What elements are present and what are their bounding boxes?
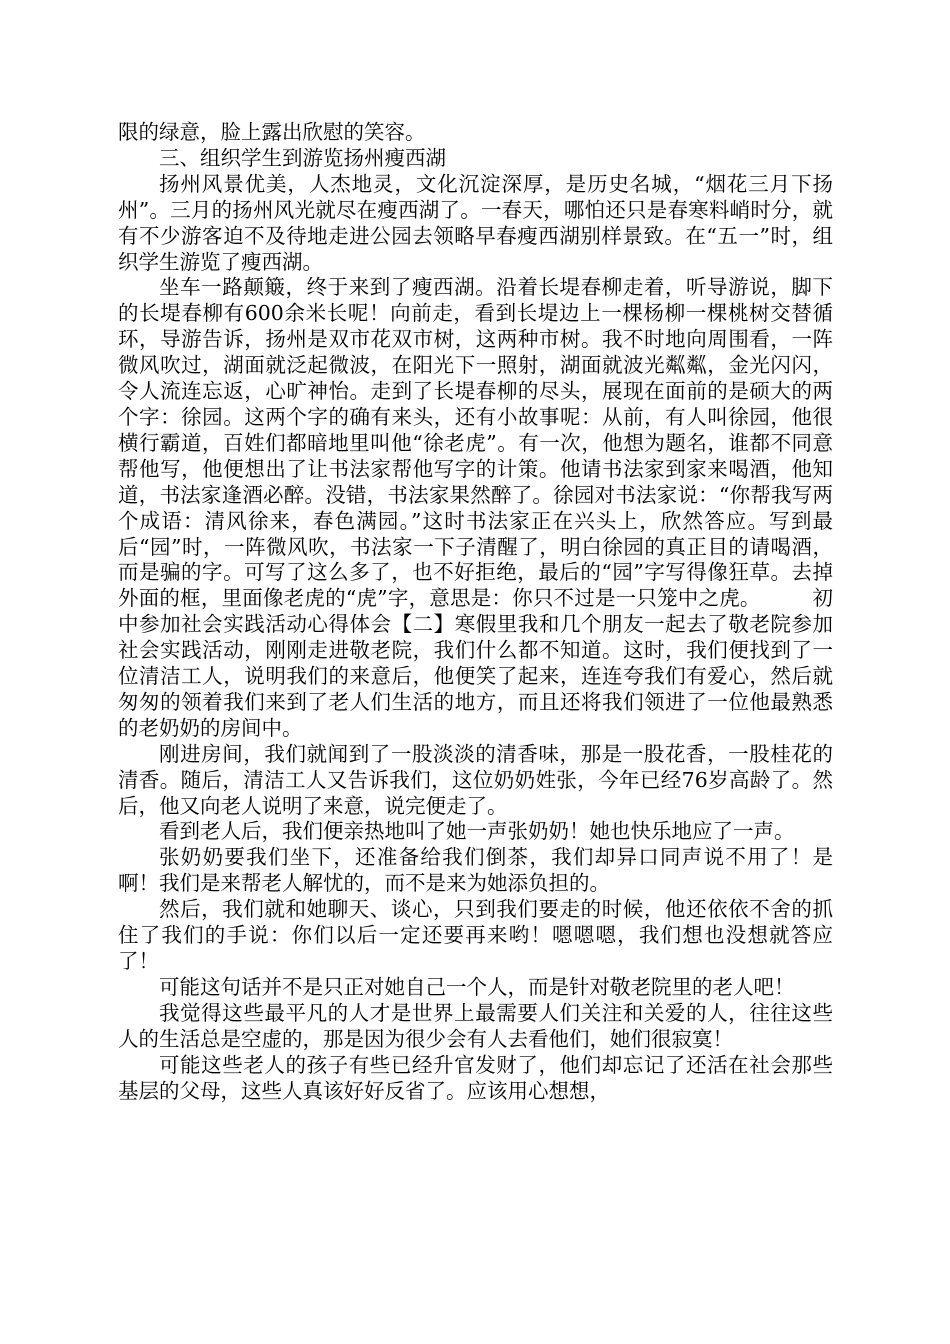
paragraph-3: 扬州风景优美，人杰地灵，文化沉淀深厚，是历史名城，“烟花三月下扬州”。三月的扬州风光就尽在瘦西湖了。一春天，哪怕还只是春寒料峭时分，就有不少游客迫不及待地走进公园去领略早春瘦西湖别样景致。在“五一”时，组织学生游览了瘦西湖。 (118, 171, 833, 274)
paragraph-7: 张奶奶要我们坐下，还准备给我们倒茶，我们却异口同声说不用了！是啊！我们是来帮老人解忧的，而不是来为她添负担的。 (118, 845, 833, 896)
paragraph-8: 然后，我们就和她聊天、谈心，只到我们要走的时候，他还依依不舍的抓住了我们的手说：你们以后一定还要再来哟！嗯嗯嗯，我们想也没想就答应了！ (118, 897, 833, 973)
paragraph-4: 坐车一路颠簸，终于来到了瘦西湖。沿着长堤春柳走着，听导游说，脚下的长堤春柳有600余米长呢！向前走，看到长堤边上一棵杨柳一棵桃树交替循环，导游告诉，扬州是双市花双市树，这两种市树。我不时地向周围看，一阵微风吹过，湖面就泛起微波，在阳光下一照射，湖面就波光粼粼，金光闪闪，令人流连忘返，心旷神怡。走到了长堤春柳的尽头，展现在面前的是硕大的两个字：徐园。这两个字的确有来头，还有小故事呢：从前，有人叫徐园，他很横行霸道，百姓们都暗地里叫他“徐老虎”。有一次，他想为题名，谁都不同意帮他写，他便想出了让书法家帮他写字的计策。他请书法家到家来喝酒，他知道，书法家逢酒必醉。没错，书法家果然醉了。徐园对书法家说：“你帮我写两个成语：清风徐来，春色满园。”这时书法家正在兴头上，欣然答应。写到最后“园”时，一阵微风吹，书法家一下子清醒了，明白徐园的真正目的请喝酒，而是骗的字。可写了这么多了，也不好拒绝，最后的“园”字写得像狂草。去掉外面的框，里面像老虎的“虎”字，意思是：你只不过是一只笼中之虎。 初中参加社会实践活动心得体会【二】寒假里我和几个朋友一起去了敬老院参加社会实践活动，刚刚走进敬老院，我们什么都不知道。这时，我们便找到了一位清洁工人，说明我们的来意后，他便笑了起来，连连夸我们有爱心，然后就匆匆的领着我们来到了老人们生活的地方，而且还将我们领进了一位他最熟悉的老奶奶的房间中。 (118, 275, 833, 740)
paragraph-6: 看到老人后，我们便亲热地叫了她一声张奶奶！她也快乐地应了一声。 (159, 819, 795, 844)
section-heading-3: 三、组织学生到游览扬州瘦西湖 (159, 145, 446, 170)
paragraph-1: 限的绿意，脸上露出欣慰的笑容。 (118, 120, 426, 144)
paragraph-11: 可能这些老人的孩子有些已经升官发财了，他们却忘记了还活在社会那些基层的父母，这些人真该好好反省了。应该用心想想， (118, 1052, 833, 1103)
paragraph-10: 我觉得这些最平凡的人才是世界上最需要人们关注和关爱的人，往往这些人的生活总是空虚的，那是因为很少会有人去看他们，她们很寂寞！ (118, 1000, 833, 1051)
document-page (118, 120, 833, 1104)
paragraph-5: 刚进房间，我们就闻到了一股淡淡的清香味，那是一股花香，一股桂花的清香。随后，清洁工人又告诉我们，这位奶奶姓张，今年已经76岁高龄了。然后，他又向老人说明了来意，说完便走了。 (118, 741, 833, 818)
paragraph-9: 可能这句话并不是只正对她自己一个人，而是针对敬老院里的老人吧！ (159, 974, 795, 999)
